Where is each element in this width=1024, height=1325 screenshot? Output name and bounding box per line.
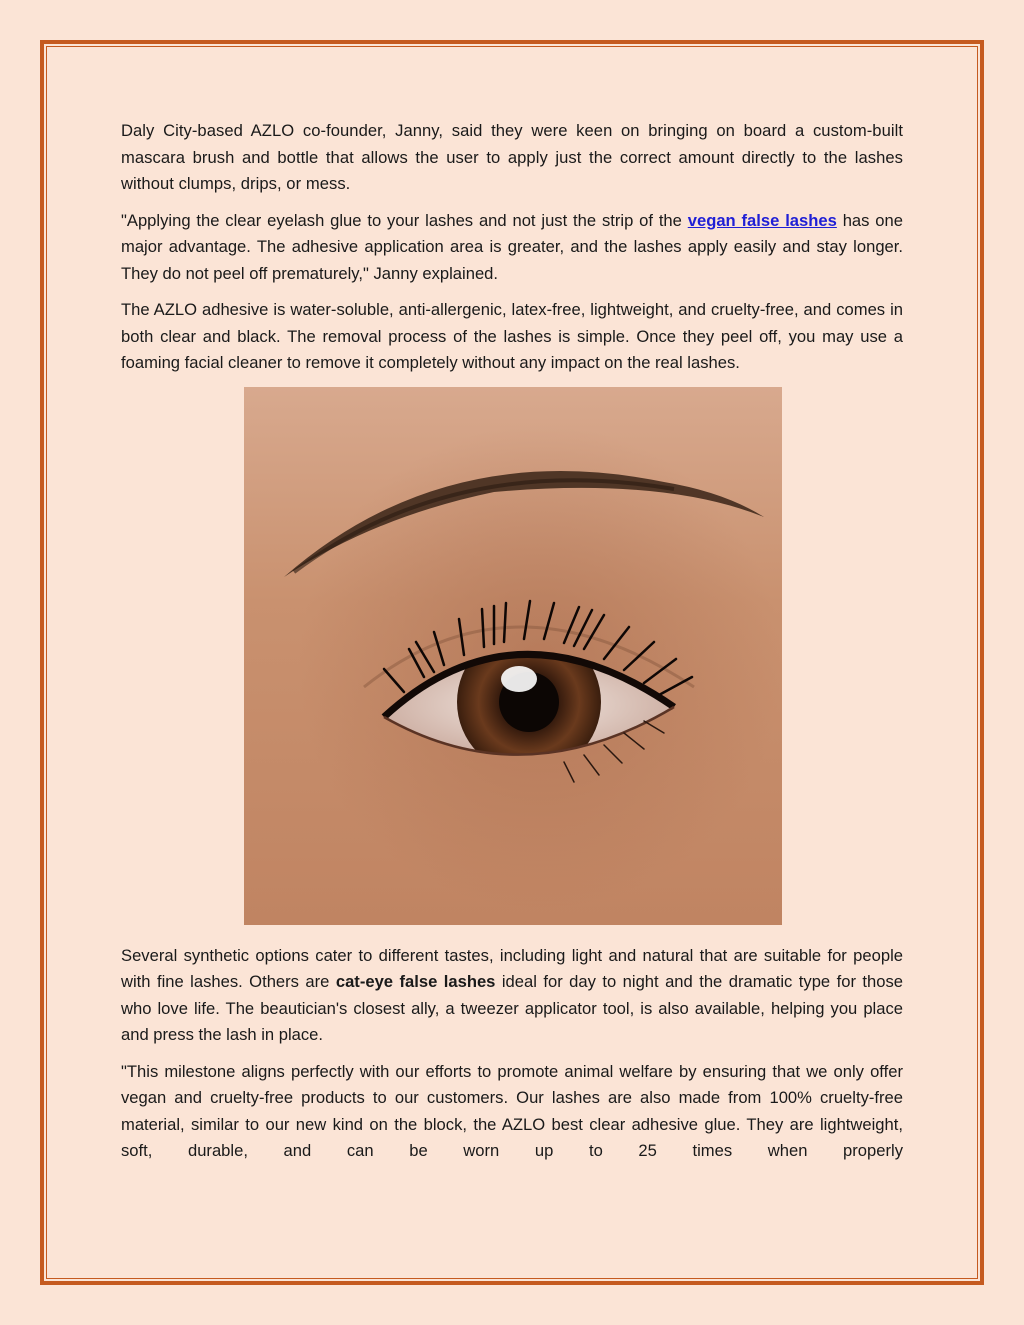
paragraph-5: "This milestone aligns perfectly with our efforts to promote animal welfare by ensuring that we only offer vegan and cruelty-free products to our customers. Our lashes are also made from 100% cruelty-free material, similar to our new kind on the block, the AZLO best clear adhesive glue. They are lightweight, soft, durable, and can be worn up to 25 times when properly <box>121 1061 903 1160</box>
paragraph-3: The AZLO adhesive is water-soluble, anti-allergenic, latex-free, lightweight, and cruelty-free, and comes in both clear and black. The removal process of the lashes is simple. Once they peel off, you may use a foaming facial cleaner to remove it completely without any impact on the real lashes. <box>121 300 903 372</box>
paragraph-2 <box>121 208 903 288</box>
article-body <box>121 118 903 1175</box>
cat-eye-false-lashes-keyword: cat-eye false lashes <box>335 972 496 991</box>
paragraph-4-text-after-bold: ideal for day to night and the dramatic type for those who love life. The beautician's closest ally, a tweezer applicator tool, is also available, helping you place and press the lash in place. <box>121 972 904 1044</box>
eye-closeup-photo <box>244 387 782 925</box>
paragraph-1: Daly City-based AZLO co-founder, Janny, said they were keen on bringing on board a custom-built mascara brush and bottle that allows the user to apply just the correct amount directly to the lashes without clumps, drips, or mess. <box>121 121 903 193</box>
paragraph-4 <box>121 943 903 1049</box>
vegan-false-lashes-link[interactable]: vegan false lashes <box>687 210 837 230</box>
paragraph-2-text-before-link: "Applying the clear eyelash glue to your lashes and not just the strip of the <box>121 210 688 230</box>
paragraph-4-text-before-bold: Several synthetic options cater to different tastes, including light and natural that are suitable for people with fine lashes. Others are <box>121 945 903 991</box>
paragraph-2-text-after-link: has one major advantage. The adhesive application area is greater, and the lashes apply easily and stay longer. They do not peel off prematurely," Janny explained. <box>121 210 903 283</box>
